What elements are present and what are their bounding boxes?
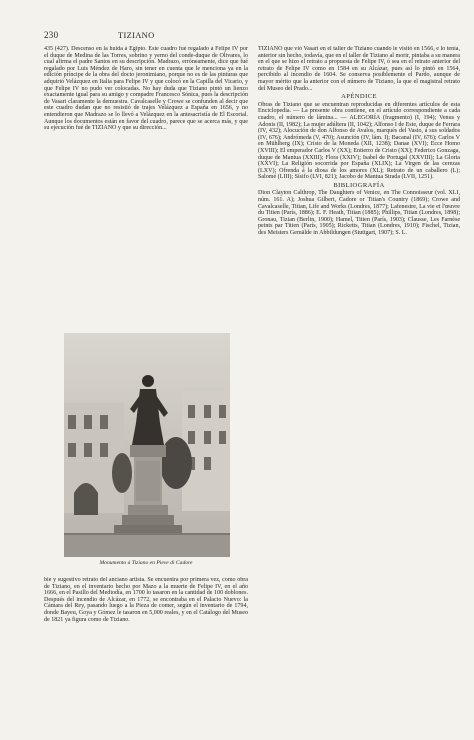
bibliography-text: Dion Clayton Calthrop, The Daughters of Venice, en The Connoisseur (vol. XLI, núm. 161. A); Joshua Gilbert, Cadore or Titian's Country (1869); Crowe and Cavalcaselle, Titian, Life and Works (Londres, 1877); Lafenestre, La vie et l'œuvre du Titien (París, 1886); E. F. Heath, Titian (1885); Phillips, Titian (Londres, 1898); Gronau, Tizian (Berlin, 1900); Hamel, Titien (París, 1903); Clausse, Les Farnèse peints par Titien (París, 1905); Ricketts, Titian (Londres, 1910); Fischel, Tizian, des Meisters Gemälde in Abbildungen (Stuttgart, 1907); S. L. bbox=[258, 190, 460, 237]
right-column-text: TIZIANO que vió Vasari en el taller de Tiziano cuando le visitó en 1566, e lo tenía, anterior sin hecho, todavía, que en el taller de Tiziano al morir, pintaba a su manera en el que se hizo el retrato a propuesta de Felipe IV, ó sea en el retrato anterior del retrato de Felipe IV como en 1584 en su Alcázar, pues así lo pintó en 1564, percibido al incendio de 1604. Se conserva posiblemente el Pardo, aunque de mayor mérito que la anterior con el número de Tiziano, la que el magistral retrato del Museo del Prado... bbox=[258, 46, 460, 92]
running-title: TIZIANO bbox=[118, 30, 155, 40]
page-number: 230 bbox=[44, 30, 59, 40]
appendix-heading: APÉNDICE bbox=[341, 93, 377, 101]
left-column-top bbox=[44, 46, 248, 330]
appendix-text: Obras de Tiziano que se encuentran reproducidas en diferentes artículos de esta Enciclopedia. — La presente obra contiene, en el artículo correspondiente a cada cuadro, el número de lámina... — ALEGORÍA (fragmento) (I, 194); Venus y Adonis (II, 1982); La mujer adúltera (II, 1042); Alfonso I de Este, duque de Ferrara (IV, 432); Alocución de don Alfonso de Avalos, marqués del Vasto, á sus soldados (IV, 676); Andrómeda (V, 470); Asunción (IV, lám. I); Bacanal (IV, 676); Carlos V en Mühlberg (IX); Cristo de la Moneda (XII, 1238); Danae (XVI); Ecce Homo (XVIII); El emperador Carlos V (XX); Entierro de Cristo (XX); Federico Gonzaga, duque de Mantua (XXIII); Flora (XXIV); Isabel de Portugal (XXVIII); La Gloria (XXVI); La Religión socorrida por España (XLIX); La Virgen de las cerezas (LXV); Ofrenda á la diosa de los amores (XL); Retrato de un caballero (L); Salomé (LIII); Sísifo (LVI, 821); Jacobo de Mantua Strada (LVII, 1251). bbox=[258, 101, 460, 181]
right-column bbox=[258, 46, 460, 718]
monument-photo bbox=[64, 333, 230, 557]
left-column-bottom bbox=[44, 577, 248, 717]
bibliography-heading: BIBLIOGRAFÍA bbox=[333, 181, 385, 189]
page-header bbox=[44, 30, 454, 44]
photo-caption: Monumento á Tiziano en Pieve di Cadore bbox=[99, 560, 193, 566]
left-column-bottom-text: bie y sugestivo retrato del anciano artista. Se encuentra por primera vez, como obra de Tiziano, en el inventario hecho por Mazo a la muerte de Felipe IV, en el año 1666, en el Pasillo del Mediodía, en 1700 lo tasaron en la cantidad de 100 doblones. Después del incendio de Alcázar, en 1772, se encontraba en el Palacio Nuevo: la Cámara del Rey, pasando luego a la Pieza de comer, según el inventario de 1794, donde Bayeu, Goya y Gómez le tasaron en 5,000 reales, y en el Catálogo del Museo de 1821 ya figura como de Tiziano. bbox=[44, 577, 248, 623]
left-column-text: 435 (427). Descenso en la huida á Egipto. Este cuadro fué regalado á Felipe IV por el duque de Medina de las Torres, sobrino y yerno del conde-duque de Olivares, lo cual afirma el padre Santos en su descripción. Madrazo, erróneamente, dice que fué regalado por Luis Méndez de Haro, sin tener en cuenta que le menciona ya en la edición príncipe de la obra del docto jeronimiano, porque no es de las pinturas que adquirió Velázquez en Italia para Felipe IV y que colocó en la Capilla del Vicario, y que Felipe IV no pudo ver colocadas. No hay duda que Tiziano pintó un lienzo exactamente igual para su amigo y compadre Francesco Sónica, pues la descripción de Vasari claramente la demuestra. Cavalcaselle y Crowe se confunden al decir que este cuadro dudan que no resistió de trajes Velázquez a España en 1656, y no entendieron que Madrazo se lo llevó a Velázquez en la antesacristía de El Escorial. Aunque los documentos están en favor del cuadro, parece que se acerca más, y que su ejecución fué de TIZIANO y que su dirección... bbox=[44, 46, 248, 132]
monument-photo-icon bbox=[64, 333, 230, 557]
